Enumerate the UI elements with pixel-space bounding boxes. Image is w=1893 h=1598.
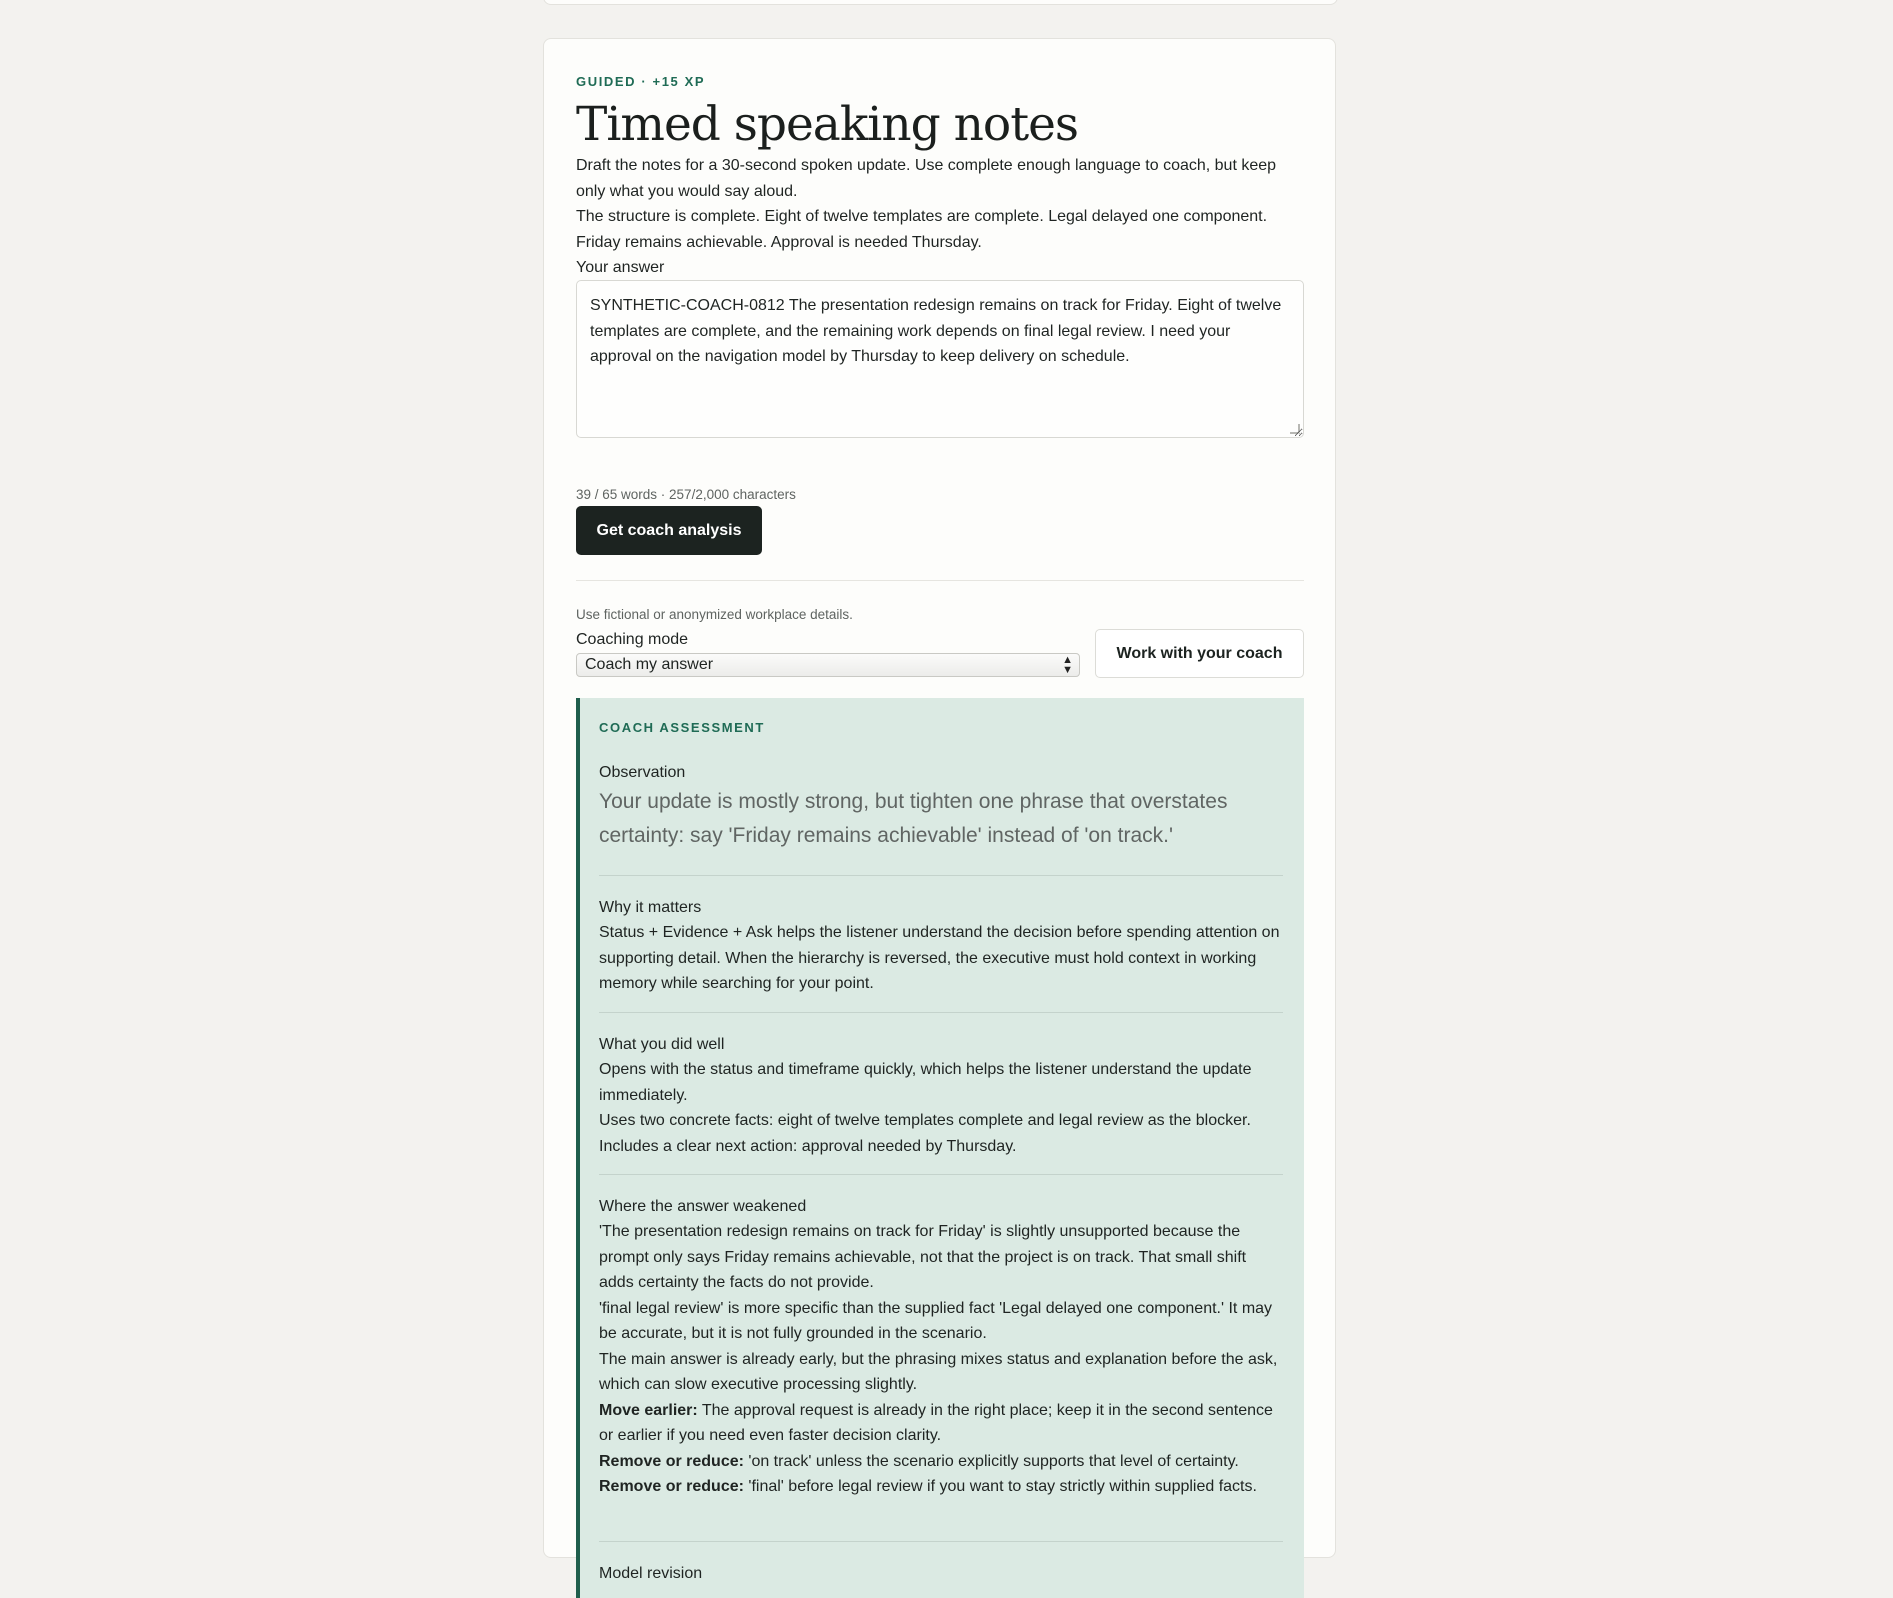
weakened-item: 'final legal review' is more specific than the supplied fact 'Legal delayed one component.' It may be accurate, but it is not fully grounded in the scenario. xyxy=(599,1299,1273,1342)
why-section xyxy=(599,895,1283,997)
weakened-section xyxy=(599,1194,1283,1500)
remove-item xyxy=(599,1449,1283,1475)
answer-text: SYNTHETIC-COACH-0812 The presentation redesign remains on track for Friday. Eight of twelve templates are complete, and the remaining work depends on final legal review. I need your approval on the navigation model by Thursday to keep delivery on schedule. xyxy=(590,297,1282,365)
weakened-label: Where the answer weakened xyxy=(599,1198,807,1215)
why-text: Status + Evidence + Ask helps the listener understand the decision before spending attention on supporting detail. When the hierarchy is reversed, the executive must hold context in working memory while searching for your point. xyxy=(599,924,1280,992)
work-with-coach-button[interactable]: Work with your coach xyxy=(1095,629,1304,678)
scenario-facts: The structure is complete. Eight of twelve templates are complete. Legal delayed one component. Friday remains achievable. Approval is needed Thursday. xyxy=(576,208,1268,251)
remove-label: Remove or reduce: xyxy=(599,1478,744,1495)
remove-text: 'on track' unless the scenario explicitly supports that level of certainty. xyxy=(743,1452,1239,1470)
divider xyxy=(599,1541,1283,1542)
coaching-mode-select[interactable] xyxy=(576,653,1080,677)
answer-textarea[interactable] xyxy=(576,280,1304,438)
why-label: Why it matters xyxy=(599,899,702,916)
observation-text: Your update is mostly strong, but tighten one phrase that overstates certainty: say 'Friday remains achievable' instead of 'on track.' xyxy=(599,790,1228,847)
privacy-note: Use fictional or anonymized workplace details. xyxy=(576,607,853,622)
exercise-card xyxy=(543,38,1336,1582)
divider xyxy=(599,1012,1283,1013)
observation-label: Observation xyxy=(599,764,686,781)
observation-section xyxy=(599,760,1283,853)
move-earlier-label: Move earlier: xyxy=(599,1401,698,1419)
did-well-section xyxy=(599,1032,1283,1159)
page-title: Timed speaking notes xyxy=(576,97,1079,152)
remove-text: 'final' before legal review if you want to stay strictly within supplied facts. xyxy=(743,1478,1257,1495)
get-coach-analysis-button[interactable]: Get coach analysis xyxy=(576,506,762,555)
move-earlier-text: The approval request is already in the right place; keep it in the second sentence or earlier if you need even faster decision clarity. xyxy=(599,1401,1273,1444)
exercise-description: Draft the notes for a 30-second spoken update. Use complete enough language to coach, but keep only what you would say aloud. xyxy=(576,157,1277,200)
section-divider xyxy=(576,580,1304,581)
did-well-item: Uses two concrete facts: eight of twelve templates complete and legal review as the blocker. xyxy=(599,1112,1251,1129)
coaching-mode-value: Coach my answer xyxy=(585,656,714,673)
weakened-item: 'The presentation redesign remains on track for Friday' is slightly unsupported because the prompt only says Friday remains achievable, not that the project is on track. That small shift adds certainty the facts do not provide. xyxy=(599,1223,1247,1291)
answer-label: Your answer xyxy=(576,259,665,276)
did-well-item: Includes a clear next action: approval needed by Thursday. xyxy=(599,1137,1017,1155)
divider xyxy=(599,1174,1283,1175)
did-well-label: What you did well xyxy=(599,1036,725,1053)
coaching-mode-label: Coaching mode xyxy=(576,631,689,648)
coach-assessment-panel xyxy=(576,698,1304,1598)
assessment-title: COACH ASSESSMENT xyxy=(599,720,765,735)
previous-card xyxy=(543,0,1338,5)
word-counter: 39 / 65 words · 257/2,000 characters xyxy=(576,487,796,502)
exercise-eyebrow: GUIDED · +15 XP xyxy=(576,74,706,89)
remove-item xyxy=(599,1474,1283,1500)
move-earlier-item xyxy=(599,1398,1283,1449)
next-section-label: Model revision xyxy=(599,1565,703,1582)
select-arrows-icon: ▲ ▼ xyxy=(1062,654,1073,676)
next-section xyxy=(599,1561,1283,1586)
weakened-item: The main answer is already early, but the phrasing mixes status and explanation before the ask, which can slow executive processing slightly. xyxy=(599,1350,1278,1393)
divider xyxy=(599,875,1283,876)
resize-handle-icon[interactable] xyxy=(1290,424,1300,434)
remove-label: Remove or reduce: xyxy=(599,1452,744,1470)
did-well-item: Opens with the status and timeframe quickly, which helps the listener understand the update immediately. xyxy=(599,1061,1252,1104)
